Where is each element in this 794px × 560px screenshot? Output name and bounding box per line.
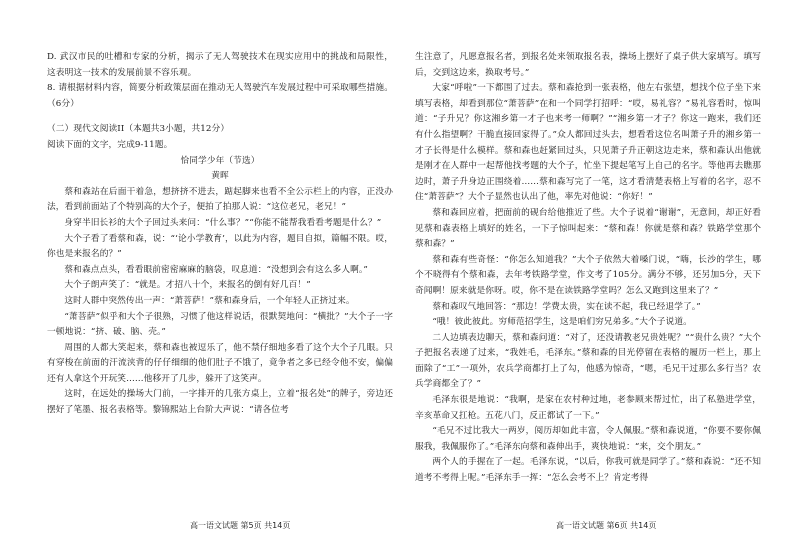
story-paragraph: 二人边填表边聊天，蔡和森问道：“对了，还没请教老兄贵姓呢？”“贵什么贵？”大个子把报名表递了过来，“我姓毛，毛泽东。”蔡和森的目光停留在表格的履历一栏上，那上面除了“工”一项外，农兵学商都打上了勾，他感为惊奇，“嗯，毛兄干过那么多行当？农兵学商都全了？” bbox=[415, 332, 761, 390]
section-heading: （二）现代文阅读II（本题共3小题，共12分） bbox=[47, 124, 230, 135]
reading-instruction: 阅读下面的文字，完成9-11题。 bbox=[47, 139, 173, 150]
story-paragraph: 这时，在远处的操场大门前，一字排开的几张方桌上，立着“报名处”的牌子，旁边还摆好了笔墨、报名表格等。黎锦熙站上台阶大声说：“请各位考 bbox=[47, 389, 393, 416]
story-paragraph: 大个子朗声笑了：“就是。才招八十个，来报名的倒有好几百！” bbox=[64, 280, 311, 291]
story-paragraph: “哦！彼此彼此。穷师范招学生，这是咱们穷兄弟多。”大个子说道。 bbox=[432, 317, 692, 328]
story-paragraph: 蔡和森回应着，把面前的砚台给他推近了些。大个子说着“谢谢”，无意间，却正好看见蔡和森表格上填好的姓名，一下子惊叫起来：“蔡和森！你就是蔡和森？铁路学堂那个蔡和森？” bbox=[415, 207, 761, 250]
story-paragraph: 大个子看了看蔡和森，说：“‘论小学教育’，以此为内容，题目自拟，篇幅不限。哎，你也是来报名的？” bbox=[47, 233, 393, 260]
story-paragraph: 周围的人都大笑起来，蔡和森也被逗乐了，他不禁仔细地多看了这个大个子几眼。只有穿梭在前面的汗流浃背的仔仔细细的他们肚子不饿了，竟争者之多已经令他不安，偏偏还有人拿这个开玩笑……他移开了几步，躲开了这笑声。 bbox=[47, 342, 393, 384]
story-paragraph: 生注意了，凡愿意报名者，到报名处来领取报名表，操场上摆好了桌子供大家填写。填写后，交到这边来，换取考号。” bbox=[415, 52, 761, 78]
story-paragraph: 蔡和森站在后面干着急，想挤挤不进去，踮起脚来也看不全公示栏上的内容，正没办法，看到前面站了个特别高的大个子，便拍了拍那人说：“这位老兄，老兄！” bbox=[47, 186, 393, 213]
story-paragraph: 大家“呼啦”一下都围了过去。蔡和森抢到一张表格，他左右张望，想找个位子坐下来填写表格，却看到那位“萧菩萨”在和一个同学打招呼：“哎，易礼容？”易礼容看时，惊叫道：“子升兄？你这湘乡第一才子也来考一师啊？”“湘乡第一才子？你这一跑来，我们还有什么指望啊？干脆直接回家得了。”众人都回过头去，想看看这位名叫萧子升的湘乡第一才子长得是什么模样。蔡和森也赶紧回过头，只见萧子升正朝这边走来，蔡和森认出他就是刚才在人群中一起帮他找考题的大个子，忙坐下提起笔写上自己的名字。等他再去瞧那边时，萧子升身边正围绕着……蔡和森写完了一笔，这才看清楚表格上写着的名字，忍不住“萧菩萨”？大个子显然也认出了他，率先对他说：“你好！” bbox=[415, 83, 761, 203]
story-author: 黄晖 bbox=[211, 171, 229, 182]
story-title: 恰同学少年（节选） bbox=[180, 155, 260, 166]
left-column bbox=[47, 50, 393, 419]
story-paragraph: 蔡和森有些奇怪：“你怎么知道我？”大个子依然大着嗓门说，“嗨，长沙的学生，哪个不晓得有个蔡和森，去年考铁路学堂，作文考了105分。满分不够，还另加5分，天下奇闻啊！原来就是你呀。哎，你不是在读铁路学堂吗？怎么又跑到这里来了？” bbox=[415, 254, 761, 296]
story-paragraph: 蔡和森叹气地回答：“那边！学费太贵，实在读不起，我已经退学了。” bbox=[432, 301, 701, 312]
right-column bbox=[415, 50, 761, 487]
story-paragraph: 毛泽东很是地说：“我啊，是家在农村种过地，老参顾来帮过忙，出了私塾进学堂，辛亥革命又扛枪。五花八门，反正都试了一下。” bbox=[415, 395, 761, 421]
question-8: 8. 请根据材料内容，简要分析政策层面在推动无人驾驶汽车发展过程中可采取哪些措施。（6分） bbox=[47, 83, 393, 109]
page-footer-right: 高一语文试题 第6页 共14页 bbox=[556, 521, 657, 530]
story-paragraph: 这时人群中突然传出一声：“萧菩萨！”蔡和森身后，一个年轻人正挤过来。 bbox=[64, 295, 355, 306]
spacer bbox=[47, 112, 393, 122]
story-paragraph: 身穿半旧长衫的大个子回过头来问：“什么事？”“你能不能帮我看看考题是什么？” bbox=[64, 217, 382, 228]
story-paragraph: 两个人的手握在了一起。毛泽东说，“以后，你我可就是同学了。”蔡和森说：“还不知道考不考得上呢。”毛泽东手一挥：“怎么会考不上？肯定考得 bbox=[415, 457, 761, 484]
story-paragraph: “萧菩萨”似乎和大个子很熟，习惯了他这样说话，很默契地问：“横批？”大个子一字一顿地说：“挤、破、脑、壳。” bbox=[47, 311, 393, 338]
story-paragraph: 蔡和森点点头，看看眼前密密麻麻的脑袋，叹息道：“没想到会有这么多人啊。” bbox=[64, 264, 368, 275]
option-d: D. 武汉市民的吐槽和专家的分析，揭示了无人驾驶技术在现实应用中的挑战和局限性，这表明这一技术的发展前景不容乐观。 bbox=[47, 52, 393, 78]
page-footer-left: 高一语文试题 第5页 共14页 bbox=[190, 521, 291, 530]
story-paragraph: “毛兄不过比我大一两岁，阅历却如此丰富，令人佩服。”蔡和森说道，“你要不要你佩服我，我佩服你了。”毛泽东向蔡和森伸出手，爽快地说：“来，交个朋友。” bbox=[415, 426, 761, 452]
